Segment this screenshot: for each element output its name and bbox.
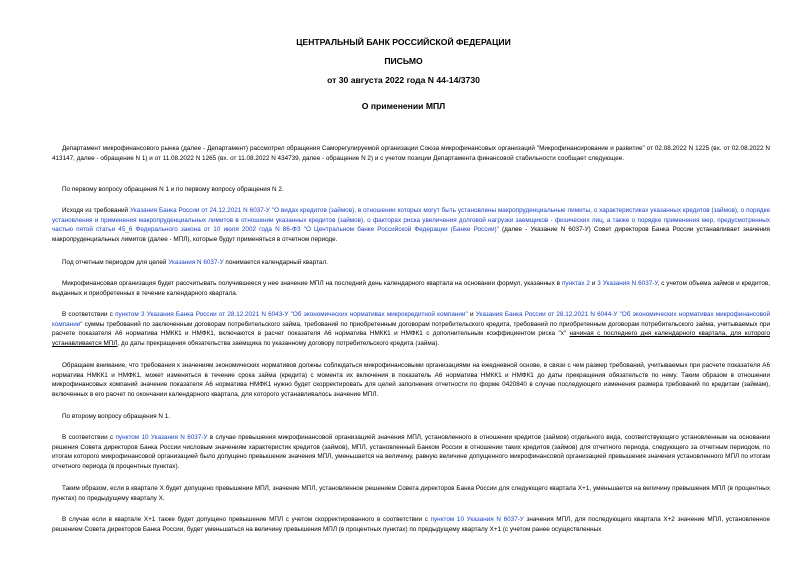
- link-ukazanie-6043u[interactable]: пунктом 3 Указания Банка России от 28.12.2021 N 6043-У "Об экономических нормативах микрокредитной компании": [115, 311, 468, 318]
- paragraph-punkt-10: В соответствии с пунктом 10 Указания N 6037-У в случае превышения микрофинансовой организацией значения МПЛ, установленного в отношении кредитов (займов) отдельного вида, соответствующего установленным на основании решения Совета директоров Банка России числовым значениям характеристик кредитов (займов), МПЛ, установленный Банком России в отношении таких кредитов (займов) для отчетного периода, следующего за отчетным периодом, по итогам которого микрофинансовой организацией было допущено превышение значения МПЛ, уменьшается на величину, равную величине допущенного микрофинансовой организацией превышения значения установленного МПЛ по итогам отчетного периода (в процентных пунктах).: [52, 434, 770, 471]
- paragraph-requirements: Исходя из требований Указания Банка России от 24.12.2021 N 6037-У "О видах кредитов (займов), в отношении которых могут быть установлены макропруденциальные лимиты, о характеристиках указанных кредитов (займов), о порядке установления и применения макропруденциальных лимитов в отношении указанных кредитов (займов), о факторах риска увеличения долговой нагрузки заемщиков - физических лиц, а также о порядке применения мер, предусмотренных частью пятой статьи 45_6 Федерального закона от 10 июля 2002 года N 86-ФЗ "О Центральном банке Российской Федерации (Банке России)" (далее - Указание N 6037-У) Совет директоров Банка России устанавливает значения макропруденциальных лимитов (далее - МПЛ), которые будут применяться в отчетном периоде.: [52, 207, 771, 244]
- paragraph-question-1: По первому вопросу обращения N 1 и по первому вопросу обращения N 2.: [62, 186, 284, 193]
- link-ukazanie-6037u-full[interactable]: Указания Банка России от 24.12.2021 N 6037-У "О видах кредитов (займов), в отношении которых могут быть установлены макропруденциальные лимиты, о характеристиках указанных кредитов (займов), о порядке установления и применения макропруденциальных лимитов в отношении указанных кредитов (займов), о факторах риска увеличения долговой нагрузки заемщиков - физических лиц, а также о порядке применения мер, предусмотренных частью пятой статьи 45_6 Федерального закона от 10 июля 2002 года N 86-ФЗ "О Центральном банке Российской Федерации (Банке России)": [52, 207, 771, 234]
- org-title: ЦЕНТРАЛЬНЫЙ БАНК РОССИЙСКОЙ ФЕДЕРАЦИИ: [296, 37, 511, 47]
- paragraph-attention: Обращаем внимание, что требования к значениям экономических нормативов должны соблюдаться микрофинансовыми организациями на ежедневной основе, в связи с чем размер требований, учитываемых при расчете показателя А6 норматива НМКК1 и НМФК1, может изменяться в течение срока займа (кредита) с момента их включения в показатель А6 норматива НМКК1 и НМФК1 до даты прекращения обязательств по нему. Таким образом в отношении микрофинансовых компаний значение показателя А6 норматива НМФК1 нужно будет скорректировать для целей заполнения отчетности по форме 0420840 в случае последующего изменения размера требований по кредитам (займам), включенных в его расчет по окончании календарного квартала, для которого устанавливалось значение МПЛ.: [52, 362, 770, 399]
- link-punkt-3-6037u[interactable]: 3 Указания N 6037-У: [597, 280, 658, 287]
- link-punkt-2[interactable]: пунктах 2: [561, 280, 590, 287]
- paragraph-quarter-x: Таким образом, если в квартале X будет допущено превышение МПЛ, значение МПЛ, установленное решением Совета директоров Банка России для следующего квартала X+1, уменьшается на величину превышения МПЛ (в процентных пунктах) по предыдущему кварталу X.: [52, 485, 770, 502]
- link-ukazanie-6037u[interactable]: Указания N 6037-У: [168, 259, 224, 266]
- paragraph-reporting-period: Под отчетным периодом для целей Указания N 6037-У понимается календарный квартал.: [62, 259, 328, 266]
- link-punkt-10-6037u-2[interactable]: пунктом 10 Указания N 6037-У: [430, 516, 524, 523]
- doc-subject: О применении МПЛ: [361, 101, 446, 111]
- paragraph-normatives: В соответствии с пунктом 3 Указания Банка России от 28.12.2021 N 6043-У "Об экономических нормативах микрокредитной компании" и Указания Банка России от 28.12.2021 N 6044-У "Об экономических нормативах микрофинансовой компании" суммы требований по заключенным договорам потребительского займа, требований по приобретенным договорам потребительского кредита, требований по приобретенным договорам потребительского займа, учитываемых при расчете показателя А6 норматива НМКК1 и НМФК1, включаются в расчет показателя А6 норматива НМКК1 и НМФК1 с дополнительным коэффициентом риска "х" начиная с последнего дня календарного квартала, для которого устанавливается МПЛ, до даты прекращения обязательства заемщика по указанному договору потребительского кредита (займа).: [52, 311, 770, 348]
- doc-date-number: от 30 августа 2022 года N 44-14/3730: [327, 75, 480, 85]
- paragraph-question-2: По второму вопросу обращения N 1.: [62, 413, 171, 420]
- link-punkt-10-6037u[interactable]: пунктом 10 Указания N 6037-У: [115, 434, 208, 441]
- paragraph-quarter-x1: В случае если в квартале X+1 также будет допущено превышение МПЛ с учетом скорректированного в соответствии с пунктом 10 Указания N 6037-У значения МПЛ, для последующего квартала X+2 значение МПЛ, установленное решением Совета директоров Банка России, будет уменьшаться на величину превышения МПЛ (в процентных пунктах) по предыдущему кварталу X+1 (с учетом ранее осуществленных: [52, 516, 770, 533]
- underlined-phrase: начиная с последнего дня календарного квартала, для которого устанавливается МПЛ: [52, 330, 770, 348]
- paragraph-intro: Департамент микрофинансового рынка (далее - Департамент) рассмотрел обращения Саморегулируемой организации Союза микрофинансовых организаций "Микрофинансирование и развитие" от 02.08.2022 N 1225 (вх. от 02.08.2022 N 413147, далее - обращение N 1) и от 11.08.2022 N 1265 (вх. от 11.08.2022 N 434739, далее - обращение N 2) и с учетом позиции Департамента финансовой стабильности сообщает следующее.: [52, 145, 770, 162]
- link-ukazanie-6044u[interactable]: Указания Банка России от 28.12.2021 N 6044-У "Об экономических нормативах микрофинансовой компании": [52, 311, 770, 328]
- doc-type: ПИСЬМО: [384, 56, 423, 66]
- paragraph-calculation: Микрофинансовая организация будет рассчитывать получившееся у нее значение МПЛ на последний день календарного квартала на основании формул, указанных в пунктах 2 и 3 Указания N 6037-У, с учетом объема займов и кредитов, выданных и приобретенных в течение календарного квартала.: [52, 280, 770, 297]
